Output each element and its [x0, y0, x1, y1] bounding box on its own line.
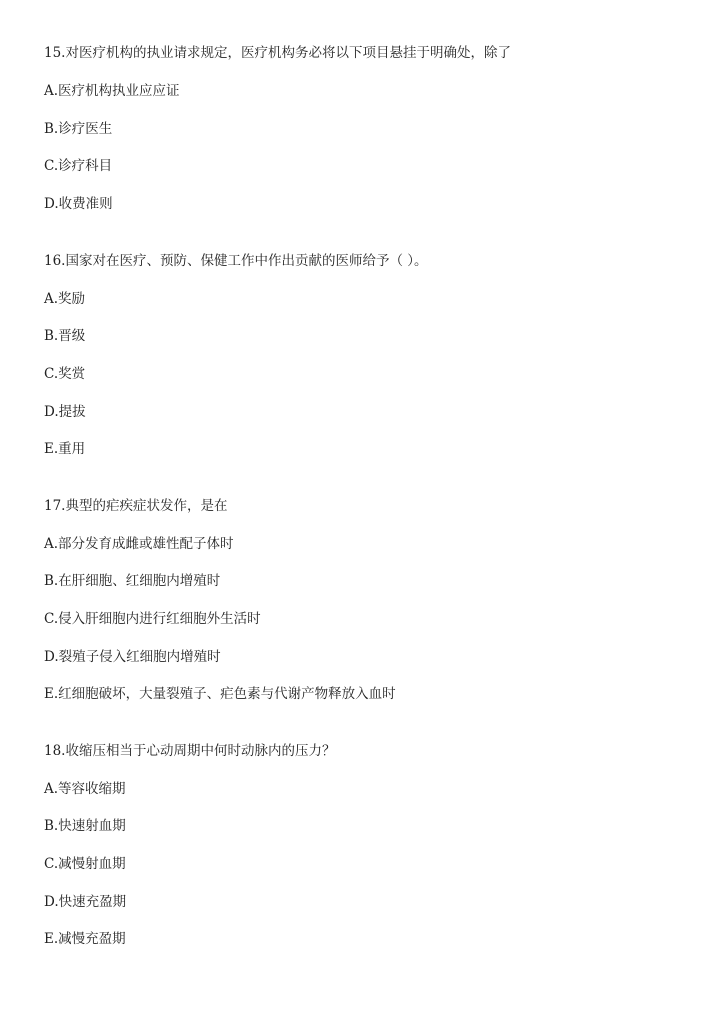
question-18-option-a: A.等容收缩期: [44, 781, 126, 797]
question-17-option-b: B.在肝细胞、红细胞内增殖时: [44, 573, 221, 589]
question-18-option-c: C.减慢射血期: [44, 856, 126, 872]
question-15-option-c: C.诊疗科目: [44, 158, 113, 174]
question-15-stem: 15.对医疗机构的执业请求规定，医疗机构务必将以下项目悬挂于明确处，除了: [44, 45, 511, 61]
question-18-option-e: E.减慢充盈期: [44, 931, 126, 947]
question-17-option-a: A.部分发育成雌或雄性配子体时: [44, 536, 234, 552]
question-16-option-d: D.提拔: [44, 404, 86, 420]
question-15-option-b: B.诊疗医生: [44, 121, 113, 137]
question-16-option-e: E.重用: [44, 441, 86, 457]
question-17-option-e: E.红细胞破坏，大量裂殖子、疟色素与代谢产物释放入血时: [44, 686, 396, 702]
question-16-stem: 16.国家对在医疗、预防、保健工作中作出贡献的医师给予（ ）。: [44, 253, 428, 269]
question-17-option-d: D.裂殖子侵入红细胞内增殖时: [44, 649, 221, 665]
question-16-option-a: A.奖励: [44, 291, 86, 307]
question-17-option-c: C.侵入肝细胞内进行红细胞外生活时: [44, 611, 261, 627]
question-15-option-d: D.收费准则: [44, 196, 113, 212]
question-16-option-c: C.奖赏: [44, 366, 86, 382]
question-17-stem: 17.典型的疟疾症状发作，是在: [44, 498, 228, 514]
question-15-option-a: A.医疗机构执业应应证: [44, 83, 180, 99]
question-18-option-b: B.快速射血期: [44, 818, 126, 834]
question-16-option-b: B.晋级: [44, 328, 86, 344]
question-18-stem: 18.收缩压相当于心动周期中何时动脉内的压力？: [44, 743, 336, 759]
question-18-option-d: D.快速充盈期: [44, 894, 127, 910]
